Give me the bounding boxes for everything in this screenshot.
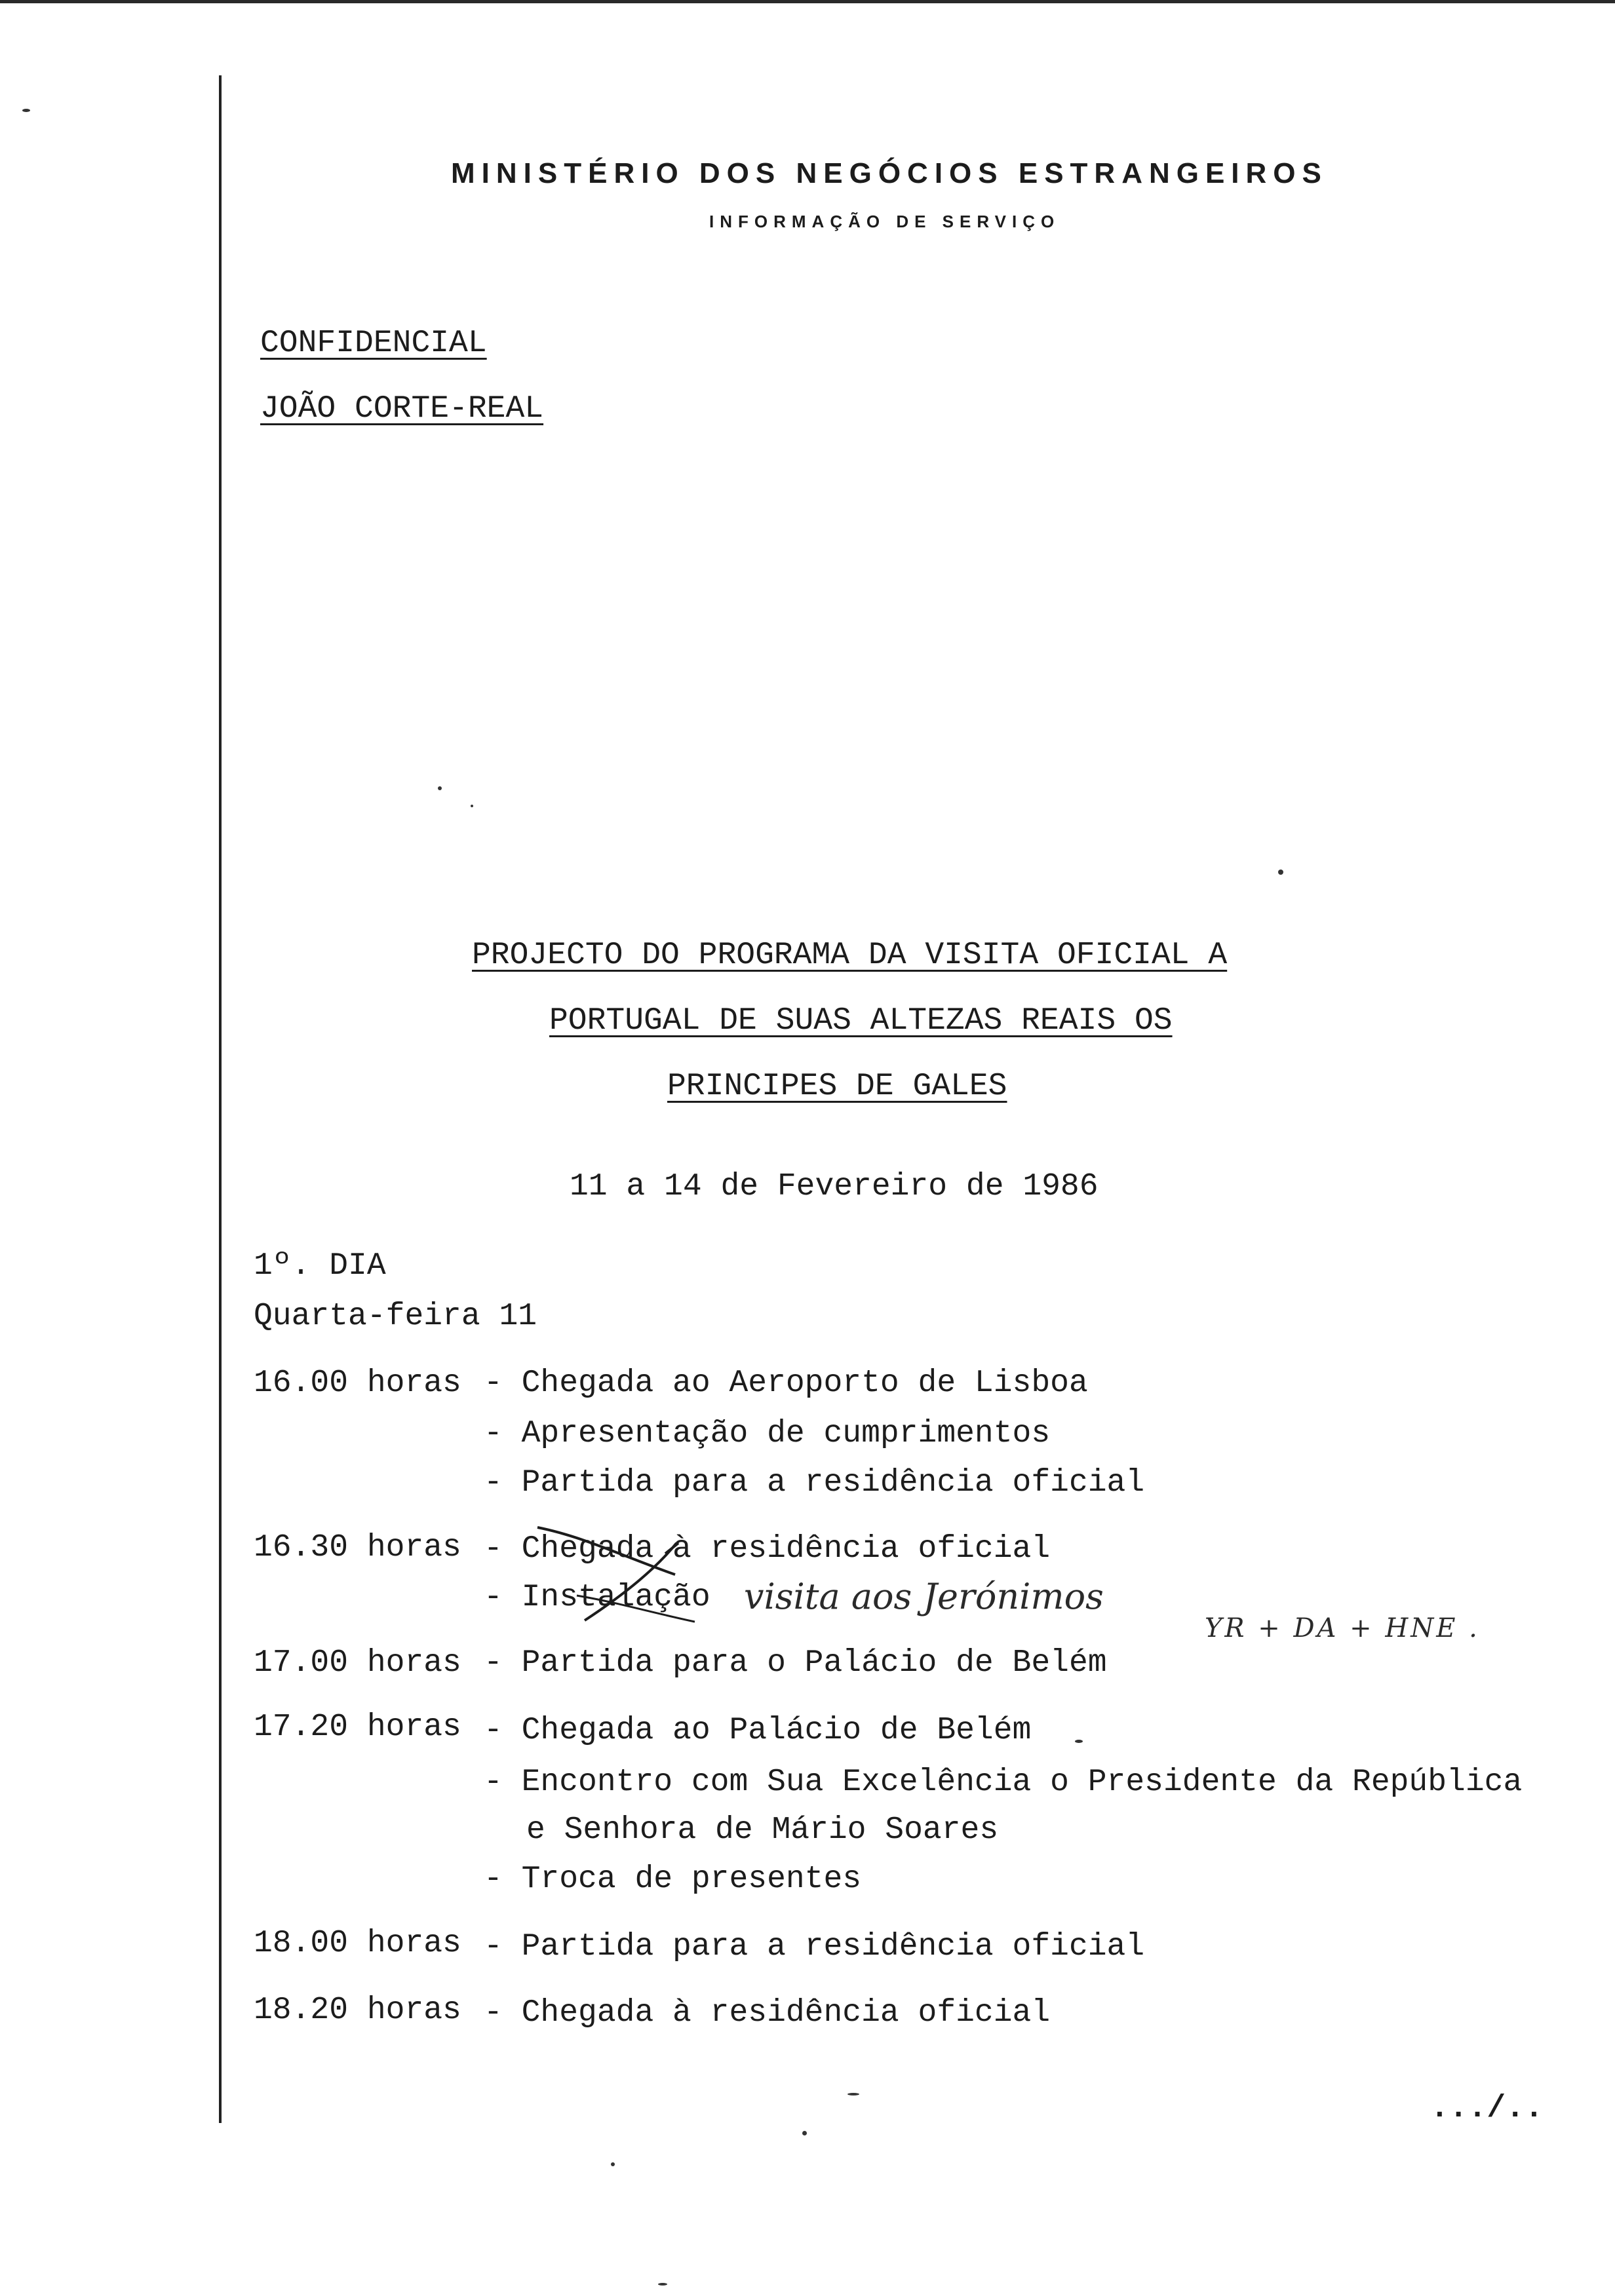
scan-speck — [802, 2131, 807, 2135]
scan-speck — [611, 2162, 615, 2166]
page-top-edge — [0, 0, 1615, 3]
author-name: JOÃO CORTE-REAL — [260, 391, 544, 427]
schedule-time: 16.30 horas — [254, 1530, 461, 1565]
schedule-item: - Partida para a residência oficial — [484, 1465, 1145, 1501]
scan-speck — [1075, 1740, 1083, 1743]
schedule-item-continuation: e Senhora de Mário Soares — [526, 1812, 999, 1848]
margin-rule — [219, 75, 222, 2123]
letterhead-ministry: MINISTÉRIO DOS NEGÓCIOS ESTRANGEIROS — [451, 157, 1328, 189]
schedule-item: - Partida para a residência oficial — [484, 1929, 1145, 1964]
schedule-item: - Apresentação de cumprimentos — [484, 1416, 1051, 1451]
schedule-item: - Partida para o Palácio de Belém — [484, 1645, 1107, 1681]
schedule-time: 18.00 horas — [254, 1926, 461, 1961]
continuation-marker: .../.. — [1430, 2091, 1544, 2126]
schedule-time: 18.20 horas — [254, 1993, 461, 2028]
classification-label: CONFIDENCIAL — [260, 326, 487, 361]
day-label: 1º. DIA — [254, 1248, 386, 1284]
handwritten-note-visit: visita aos Jerónimos — [744, 1576, 1104, 1617]
title-line-1: PROJECTO DO PROGRAMA DA VISITA OFICIAL A — [472, 938, 1228, 973]
scan-speck — [471, 805, 473, 807]
handwritten-note-initials: YR + DA + HNE . — [1205, 1613, 1480, 1643]
letterhead-service: INFORMAÇÃO DE SERVIÇO — [709, 212, 1060, 231]
visit-dates: 11 a 14 de Fevereiro de 1986 — [570, 1169, 1099, 1204]
scan-speck — [1278, 870, 1283, 875]
schedule-item: - Chegada à residência oficial — [484, 1531, 1051, 1567]
scan-speck — [658, 2283, 667, 2286]
title-line-3: PRINCIPES DE GALES — [667, 1069, 1007, 1104]
scan-speck — [847, 2093, 859, 2095]
schedule-time: 17.20 horas — [254, 1710, 461, 1745]
schedule-item: - Encontro com Sua Excelência o Presidente da República — [484, 1765, 1523, 1800]
schedule-item: - Chegada à residência oficial — [484, 1995, 1051, 2031]
schedule-item-struck: - Instalação — [484, 1580, 710, 1615]
schedule-time: 16.00 horas — [254, 1366, 461, 1401]
scan-speck — [22, 109, 30, 112]
schedule-time: 17.00 horas — [254, 1645, 461, 1681]
schedule-item: - Chegada ao Palácio de Belém — [484, 1713, 1032, 1748]
scan-speck — [438, 786, 442, 790]
schedule-item: - Troca de presentes — [484, 1862, 862, 1897]
schedule-item: - Chegada ao Aeroporto de Lisboa — [484, 1366, 1088, 1401]
title-line-2: PORTUGAL DE SUAS ALTEZAS REAIS OS — [549, 1003, 1173, 1039]
strike-through-mark — [524, 1517, 741, 1632]
day-weekday: Quarta-feira 11 — [254, 1299, 537, 1334]
